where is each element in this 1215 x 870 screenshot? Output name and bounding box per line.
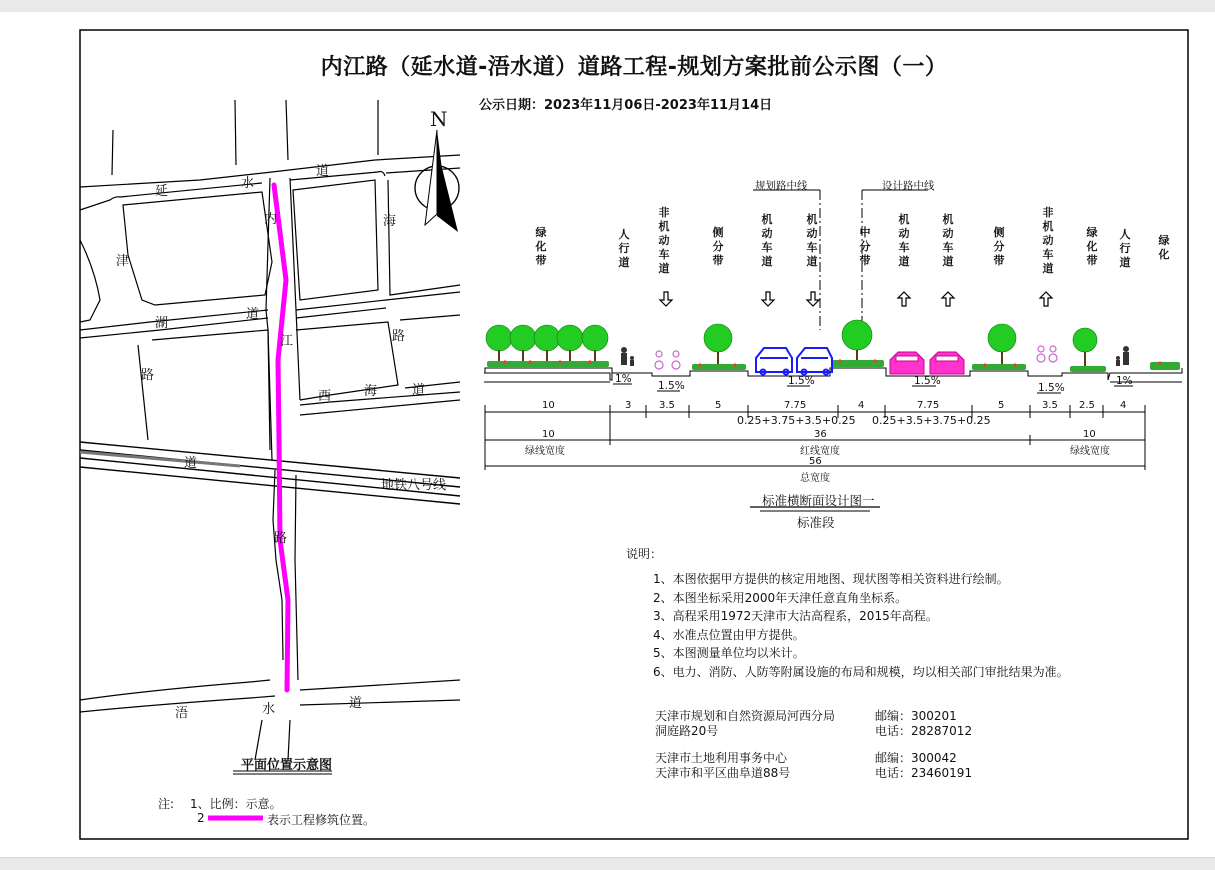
street-label: 道 [184,456,198,471]
lane-label: 绿 化 带 [535,226,547,267]
red-line-label: 红线宽度 [800,446,840,457]
street-label: 西 [318,389,332,404]
frame-border [80,30,1188,839]
location-map [80,100,460,760]
red-line-value: 36 [814,429,827,440]
contact-org: 天津市土地利用事务中心 [655,751,788,765]
lane-breakdown-right: 0.25+3.5+3.75+0.25 [872,414,991,427]
notes-list [653,570,1069,681]
contact-phone: 电话：23460191 [875,766,973,780]
lane-label: 非 机 动 车 道 [658,206,670,275]
slope-label: 1.5% [658,380,685,392]
green-line-right-value: 10 [1083,429,1096,440]
lane-label: 机 动 车 道 [806,213,818,268]
lane-direction-arrows [660,292,1052,306]
total-width-value: 56 [809,456,822,467]
width-value: 5 [998,400,1005,411]
lane-label: 侧 分 带 [712,226,724,267]
design-centerline-label: 设计路中线 [882,180,935,192]
notes-heading: 说明： [626,547,663,561]
contact-org: 天津市规划和自然资源局河西分局 [655,709,836,723]
car-pink-1 [890,352,924,374]
street-label: 湖 [155,316,169,331]
car-pink-2 [930,352,964,374]
slope-label: 1.5% [788,375,815,387]
street-label: 水 [262,702,276,717]
width-value: 2.5 [1079,400,1095,411]
street-label: 道 [316,164,330,179]
street-label: 浯 [175,706,189,721]
lane-label: 侧 分 带 [993,226,1005,267]
note-item: 1、本图依据甲方提供的核定用地图、现状图等相关资料进行绘制。 [653,572,1009,586]
width-value: 7.75 [917,400,940,411]
street-label: 道 [412,383,426,398]
section-caption: 标准横断面设计图一 [762,493,875,508]
lane-label: 人 行 道 [618,228,630,269]
street-label: 路 [392,329,406,344]
lane-label: 机 动 车 道 [898,213,910,268]
map-note-2: 表示工程修筑位置。 [267,813,376,827]
map-note-1: 1、比例：示意。 [190,797,282,811]
map-note-prefix: 注: [158,797,175,811]
width-value: 5 [715,400,722,411]
contact-zip: 邮编：300201 [875,709,957,723]
section-caption-sub: 标准段 [797,515,835,530]
publish-date: 公示日期：2023年11月06日-2023年11月14日 [479,98,773,113]
contact-zip: 邮编：300042 [875,751,957,765]
width-value: 3.5 [659,400,675,411]
green-line-left-value: 10 [542,429,555,440]
note-item: 6、电力、消防、人防等附属设施的布局和规模，均以相关部门审批结果为准。 [653,664,1069,679]
compass-icon [415,130,459,232]
planned-centerline-label: 规划路中线 [755,180,808,192]
map-caption: 平面位置示意图 [241,758,333,773]
street-label: 路 [274,531,288,546]
street-label: 道 [349,696,363,711]
slope-label: 1.5% [914,375,941,387]
map-note-2-index: 2 [197,811,205,825]
lane-label: 机 动 车 道 [761,213,773,268]
street-label: 内 [264,212,278,227]
street-label: 江 [280,334,294,349]
street-label: 水 [241,176,255,191]
green-line-right-label: 绿线宽度 [1070,446,1110,457]
lane-label: 人 行 道 [1119,228,1131,269]
lane-label: 中 分 带 [859,226,871,267]
slope-label: 1% [1116,375,1133,387]
lane-label: 绿 化 [1158,234,1170,261]
slope-label: 1.5% [1038,382,1065,394]
street-label: 延 [155,184,169,199]
contact-address: 洞庭路20号 [655,724,719,738]
width-value: 10 [542,400,555,411]
green-line-left-label: 绿线宽度 [525,446,565,457]
cross-section [484,190,1182,382]
width-value: 4 [858,400,865,411]
car-blue-1 [756,348,792,375]
drawing-title: 内江路（延水道-浯水道）道路工程-规划方案批前公示图（一） [320,55,948,80]
total-width-label: 总宽度 [800,473,830,484]
lane-label: 机 动 车 道 [942,213,954,268]
note-item: 2、本图坐标采用2000年天津任意直角坐标系。 [653,590,908,605]
street-label: 海 [364,384,378,399]
note-item: 3、高程采用1972天津市大沽高程系，2015年高程。 [653,609,938,623]
lane-breakdown-left: 0.25+3.75+3.5+0.25 [737,414,856,427]
width-value: 7.75 [784,400,807,411]
project-route [274,185,288,690]
street-label: 津 [116,254,130,269]
car-blue-2 [797,348,832,375]
street-label: 海 [383,214,397,229]
width-value: 3.5 [1042,400,1058,411]
width-value: 4 [1120,400,1127,411]
slope-label: 1% [615,373,632,385]
contact-phone: 电话：28287012 [875,724,973,738]
lane-label: 非 机 动 车 道 [1042,206,1054,275]
compass-north-label: N [430,107,448,131]
width-value: 3 [625,400,632,411]
street-label: 道 [246,307,260,322]
note-item: 5、本图测量单位均以米计。 [653,646,805,660]
metro-line-8-label: 地铁八号线 [381,478,447,493]
contact-address: 天津市和平区曲阜道88号 [655,766,791,780]
street-label: 路 [141,368,155,383]
lane-label: 绿 化 带 [1086,226,1098,267]
note-item: 4、水准点位置由甲方提供。 [653,627,805,642]
